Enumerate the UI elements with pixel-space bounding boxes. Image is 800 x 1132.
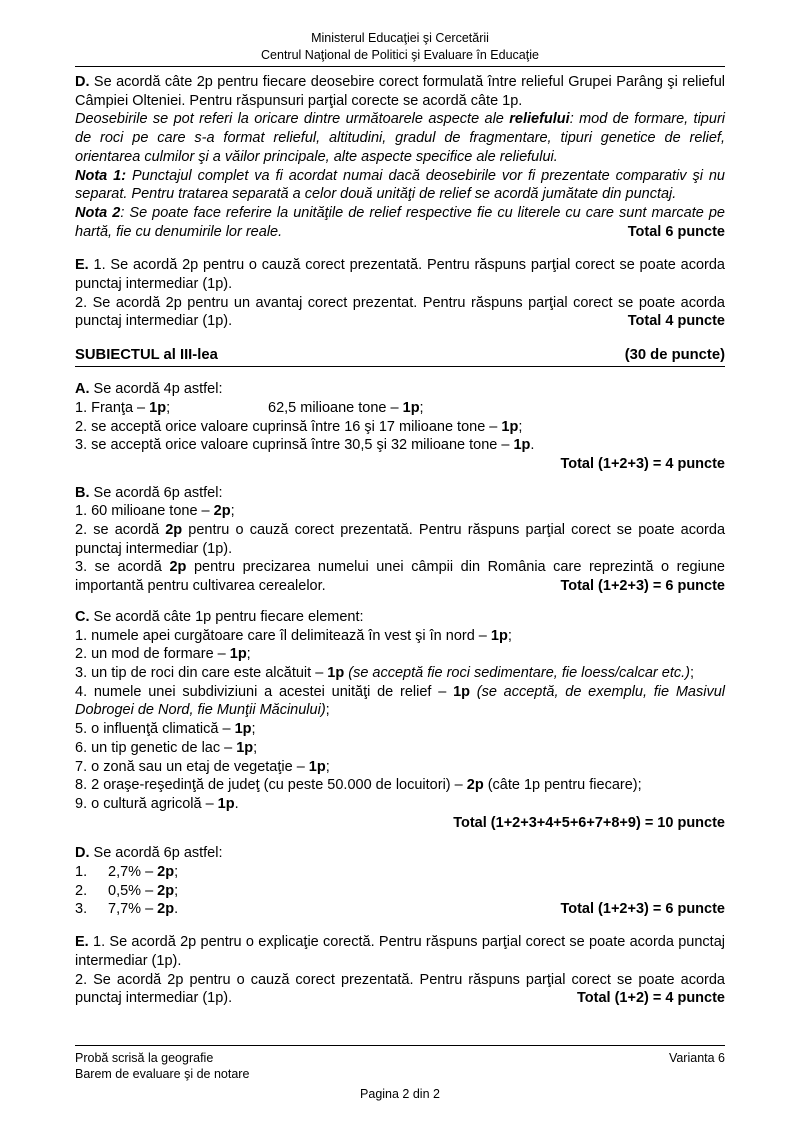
page-footer	[75, 1045, 725, 1102]
b-item2: 2. se acordă 2p pentru o cauză corect prezentată. Pentru răspuns parţial corect se poate acorda punctaj intermediar (1p).	[75, 522, 726, 557]
c-item1: 1. numele apei curgătoare care îl delimitează în vest şi în nord – 1p;	[75, 627, 512, 644]
e-total: Total (1+2) = 4 puncte	[577, 990, 725, 1007]
a-item1-left: 1. Franţa – 1p;	[75, 399, 171, 416]
subject2-e-item2: 2. Se acordă 2p pentru un avantaj corect prezentat. Pentru răspuns parţial corect se poate acorda punctaj intermediar (1p). Total 4 puncte	[75, 294, 725, 330]
d-item3-number: 3.	[75, 901, 88, 918]
d-item3-value: 7,7% – 2p.	[108, 901, 179, 918]
spacer	[75, 241, 725, 256]
a-item3: 3. se acceptă orice valoare cuprinsă între 30,5 şi 32 milioane tone – 1p.	[75, 437, 535, 454]
a-item2: 2. se acceptă orice valoare cuprinsă între 16 şi 17 milioane tone – 1p;	[75, 418, 523, 435]
d-item2-value: 0,5% – 2p;	[108, 882, 179, 899]
a-total: Total (1+2+3) = 4 puncte	[560, 455, 725, 472]
c-item6: 6. un tip genetic de lac – 1p;	[75, 739, 258, 756]
c-item9: 9. o cultură agricolă – 1p.	[75, 795, 239, 812]
spacer	[75, 367, 725, 380]
e-item2: 2. Se acordă 2p pentru o cauză corect prezentată. Pentru răspuns parţial corect se poate acorda punctaj intermediar (1p). Total (1+2) = 4 puncte	[75, 971, 725, 1007]
c-item5: 5. o influenţă climatică – 1p;	[75, 721, 256, 738]
a-item1-right: 62,5 milioane tone – 1p;	[268, 399, 424, 416]
c-item8: 8. 2 oraşe-reşedinţă de judeţ (cu peste 50.000 de locuitori) – 2p (câte 1p pentru fiecare);	[75, 777, 642, 794]
b-intro: B. Se acordă 6p astfel:	[75, 484, 223, 501]
header-ministry-line: Ministerul Educaţiei şi Cercetării	[311, 31, 489, 45]
d-item3	[75, 900, 725, 919]
c-total: Total (1+2+3+4+5+6+7+8+9) = 10 puncte	[453, 814, 725, 831]
footer-exam-type: Probă scrisă la geografie	[75, 1051, 214, 1065]
spacer	[75, 596, 725, 608]
subject3-heading	[75, 346, 725, 367]
subject2-e-total: Total 4 puncte	[627, 313, 725, 330]
d-item1-value: 2,7% – 2p;	[108, 864, 179, 881]
footer-document-type: Barem de evaluare şi de notare	[75, 1067, 250, 1081]
subject2-d-aspects-note: Deosebirile se pot referi la oricare dintre următoarele aspecte ale reliefului: mod de formare, tipuri de roci pe care s-a format relieful, altitudini, gradul de fragmentare, tipuri genetice de relief, orientarea culmilor şi a văilor principale, alte aspecte specifice ale reliefului.	[75, 111, 725, 165]
spacer	[75, 919, 725, 933]
spacer	[75, 832, 725, 844]
spacer	[75, 331, 725, 346]
subject2-d-nota1: Nota 1: Punctajul complet va fi acordat numai dacă deosebirile vor fi prezentate comparativ şi nu separat. Pentru tratarea separată a celor două unităţi de relief se acordă jumătate din punctaj.	[75, 167, 725, 203]
footer-variant: Varianta 6	[668, 1051, 725, 1065]
subject2-d-total: Total 6 puncte	[627, 223, 725, 240]
d-item1	[75, 863, 725, 882]
d-item1-number: 1.	[75, 864, 88, 881]
d-intro: D. Se acordă 6p astfel:	[75, 845, 223, 862]
spacer	[75, 474, 725, 484]
footer-page-number: Pagina 2 din 2	[360, 1087, 440, 1101]
b-item1: 1. 60 milioane tone – 2p;	[75, 503, 235, 520]
b-item3: 3. se acordă 2p pentru precizarea numelui unei câmpii din România care reprezintă o regiune importantă pentru cultivarea cerealelor. Total (1+2+3) = 6 puncte	[75, 559, 725, 595]
d-item2-number: 2.	[75, 882, 88, 899]
a-intro: A. Se acordă 4p astfel:	[75, 381, 223, 398]
d-item2	[75, 882, 725, 901]
d-total: Total (1+2+3) = 6 puncte	[560, 901, 725, 918]
subject3-points: (30 de puncte)	[624, 347, 725, 364]
c-intro: C. Se acordă câte 1p pentru fiecare element:	[75, 608, 364, 625]
c-item4: 4. numele unei subdiviziuni a acestei unităţi de relief – 1p (se acceptă, de exemplu, fie Masivul Dobrogei de Nord, fie Munţii Măcinului);	[75, 683, 726, 719]
c-item2: 2. un mod de formare – 1p;	[75, 646, 251, 663]
page-header	[75, 30, 725, 67]
subject2-d-nota2: Nota 2: Se poate face referire la unităţile de relief respective fie cu literele cu care sunt marcate pe hartă, fie cu denumirile lor reale. Total 6 puncte	[75, 204, 725, 240]
subject2-e-item1: E. 1. Se acordă 2p pentru o cauză corect prezentată. Pentru răspuns parţial corect se poate acorda punctaj intermediar (1p).	[75, 257, 725, 293]
c-item3: 3. un tip de roci din care este alcătuit – 1p (se acceptă fie roci sedimentare, fie loess/calcar etc.);	[75, 664, 694, 681]
e-item1: E. 1. Se acordă 2p pentru o explicaţie corectă. Pentru răspuns parţial corect se poate acorda punctaj intermediar (1p).	[75, 934, 725, 969]
b-total: Total (1+2+3) = 6 puncte	[560, 578, 725, 595]
a-item1	[75, 399, 725, 418]
c-item7: 7. o zonă sau un etaj de vegetaţie – 1p;	[75, 758, 330, 775]
header-institution-line: Centrul Naţional de Politici şi Evaluare în Educaţie	[261, 47, 539, 62]
subject2-d-criteria: D. Se acordă câte 2p pentru fiecare deosebire corect formulată între relieful Grupei Parâng şi relieful Câmpiei Olteniei. Pentru răspunsuri parţial corecte se acordă câte 1p.	[75, 74, 725, 109]
subject3-title: SUBIECTUL al III-lea	[75, 347, 218, 364]
footer-row	[75, 1050, 725, 1066]
